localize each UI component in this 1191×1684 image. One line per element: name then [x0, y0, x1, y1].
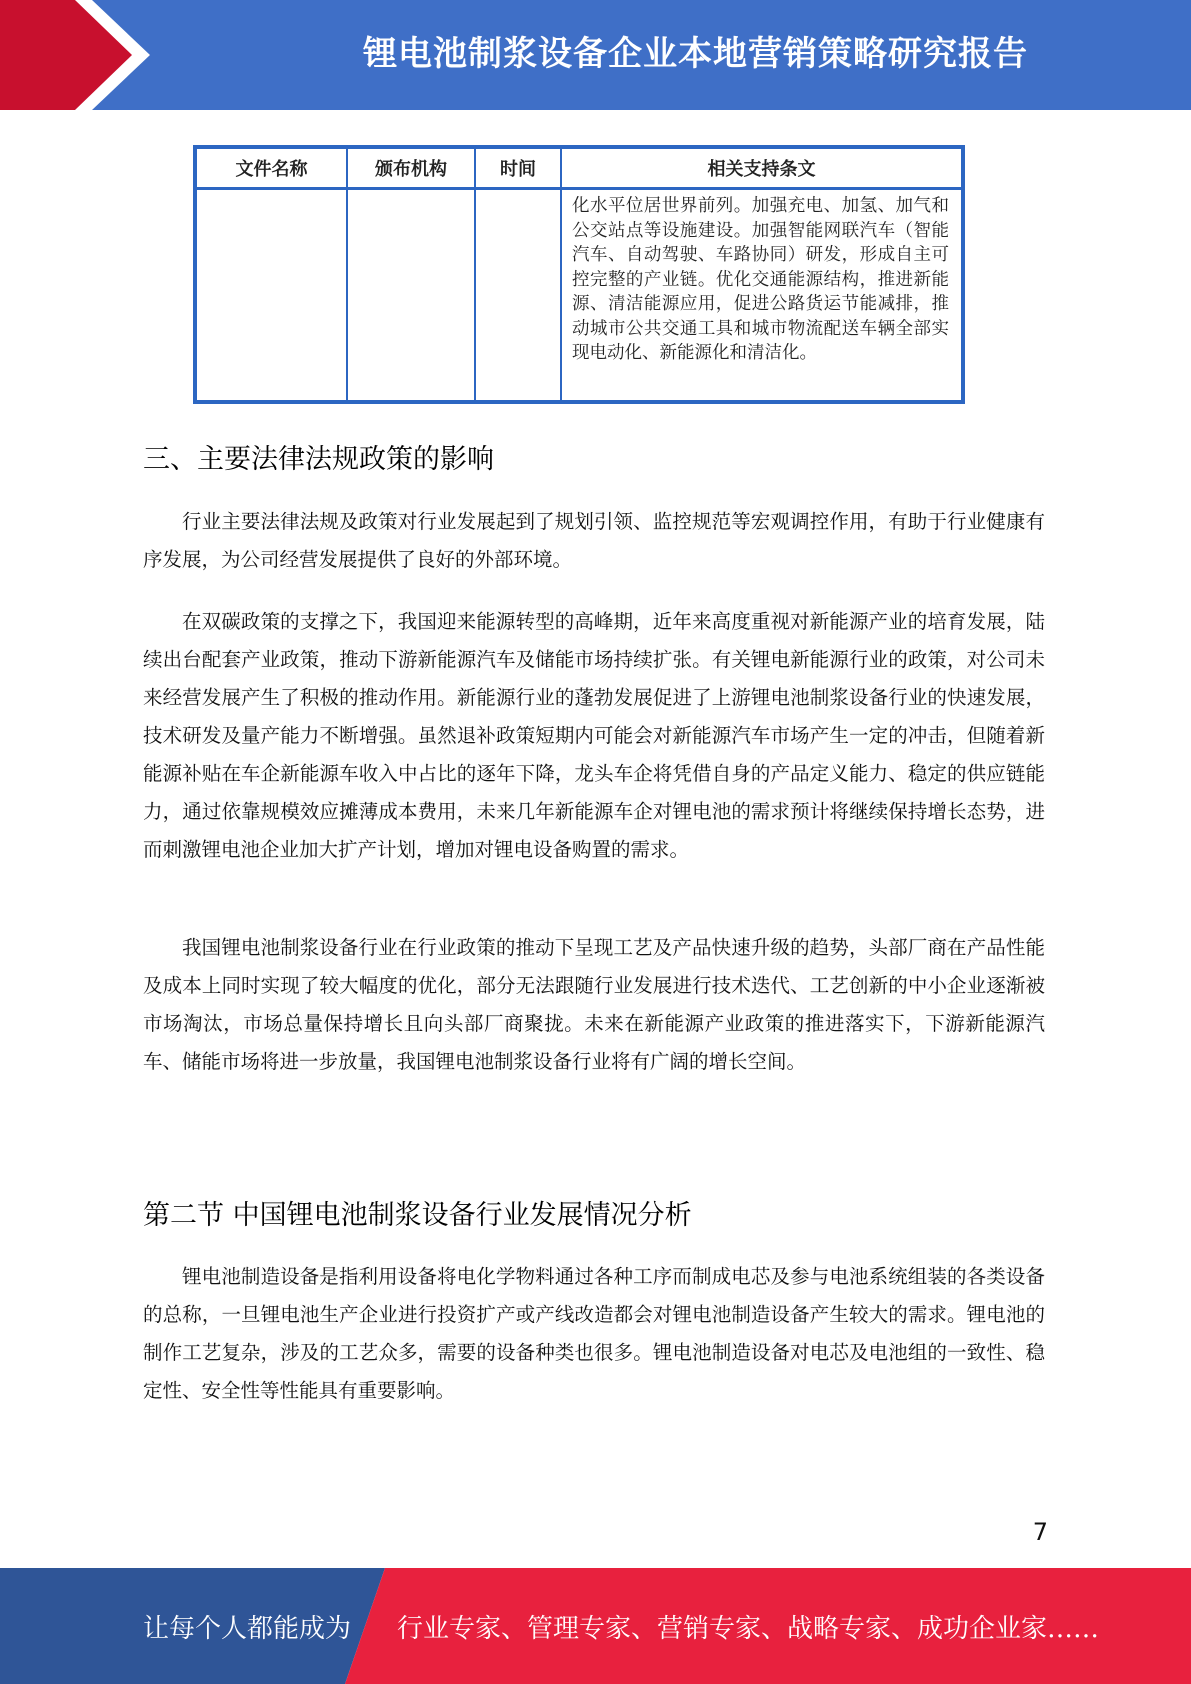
column-header-agency: 颁布机构 [347, 147, 475, 189]
cell-time [475, 189, 561, 403]
table-row [195, 189, 963, 403]
section-heading-laws-impact: 三、主要法律法规政策的影响 [143, 444, 494, 475]
paragraph: 锂电池制造设备是指利用设备将电化学物料通过各种工序而制成电芯及参与电池系统组装的各类设备的总称，一旦锂电池生产企业进行投资扩产或产线改造都会对锂电池制造设备产生较大的需求。锂电池的制作工艺复杂，涉及的工艺众多，需要的设备种类也很多。锂电池制造设备对电芯及电池组的一致性、稳定性、安全性等性能具有重要影响。 [143, 1265, 1045, 1402]
table-header-row [195, 147, 963, 189]
cell-agency [347, 189, 475, 403]
paragraph: 在双碳政策的支撑之下，我国迎来能源转型的高峰期，近年来高度重视对新能源产业的培育发展，陆续出台配套产业政策，推动下游新能源汽车及储能市场持续扩张。有关锂电新能源行业的政策，对公司未来经营发展产生了积极的推动作用。新能源行业的蓬勃发展促进了上游锂电池制浆设备行业的快速发展，技术研发及量产能力不断增强。虽然退补政策短期内可能会对新能源汽车市场产生一定的冲击，但随着新能源补贴在车企新能源车收入中占比的逐年下降，龙头车企将凭借自身的产品定义能力、稳定的供应链能力，通过依靠规模效应摊薄成本费用，未来几年新能源车企对锂电池的需求预计将继续保持增长态势，进而刺激锂电池企业加大扩产计划，增加对锂电设备购置的需求。 [143, 610, 1045, 861]
column-header-provisions: 相关支持条文 [561, 147, 963, 189]
policy-table [193, 145, 965, 404]
paragraph: 行业主要法律法规及政策对行业发展起到了规划引领、监控规范等宏观调控作用，有助于行业健康有序发展，为公司经营发展提供了良好的外部环境。 [143, 510, 1045, 571]
footer-slogan-right: 行业专家、管理专家、营销专家、战略专家、成功企业家…… [397, 1614, 1100, 1644]
section-heading-industry-analysis: 第二节 中国锂电池制浆设备行业发展情况分析 [143, 1200, 692, 1231]
column-header-file-name: 文件名称 [195, 147, 347, 189]
header-title: 锂电池制浆设备企业本地营销策略研究报告 [363, 34, 1028, 74]
footer-slogan-left: 让每个人都能成为 [143, 1614, 352, 1644]
page-footer [0, 1568, 1191, 1684]
column-header-time: 时间 [475, 147, 561, 189]
page-header [0, 0, 1191, 110]
paragraph: 我国锂电池制浆设备行业在行业政策的推动下呈现工艺及产品快速升级的趋势，头部厂商在产品性能及成本上同时实现了较大幅度的优化，部分无法跟随行业发展进行技术迭代、工艺创新的中小企业逐渐被市场淘汰，市场总量保持增长且向头部厂商聚拢。未来在新能源产业政策的推进落实下，下游新能源汽车、储能市场将进一步放量，我国锂电池制浆设备行业将有广阔的增长空间。 [143, 936, 1045, 1073]
cell-file-name [195, 189, 347, 403]
page-number: 7 [1032, 1518, 1048, 1546]
cell-provisions: 化水平位居世界前列。加强充电、加氢、加气和公交站点等设施建设。加强智能网联汽车（智能汽车、自动驾驶、车路协同）研发，形成自主可控完整的产业链。优化交通能源结构，推进新能源、清洁能源应用，促进公路货运节能减排，推动城市公共交通工具和城市物流配送车辆全部实现电动化、新能源化和清洁化。 [561, 189, 963, 403]
